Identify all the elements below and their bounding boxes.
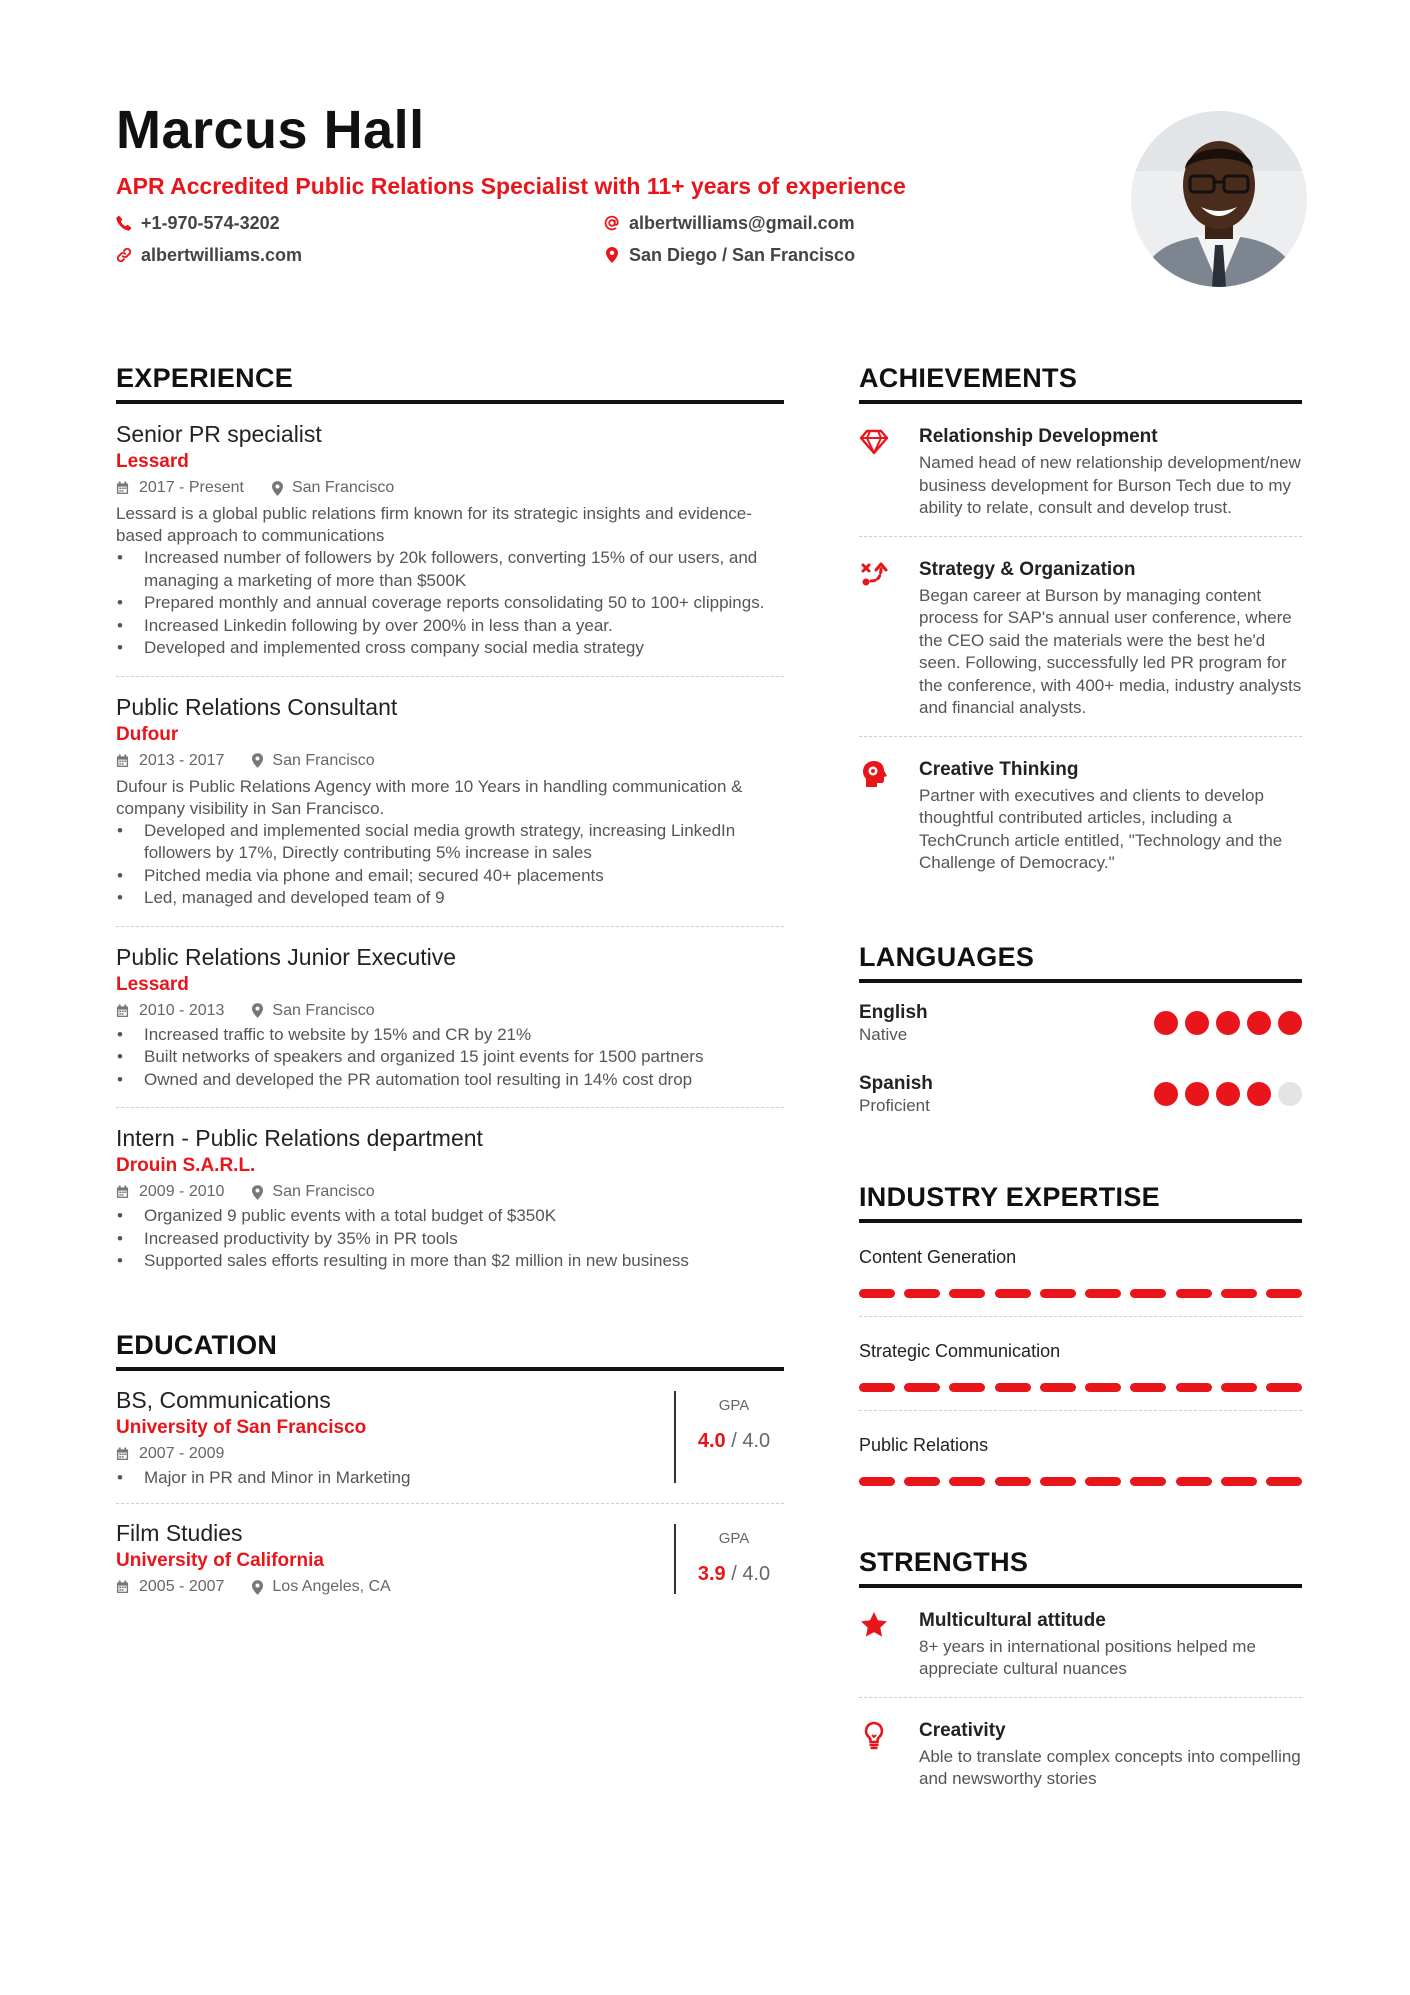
bullet-item: • Led, managed and developed team of 9 [116, 887, 784, 910]
experience-heading: EXPERIENCE [116, 362, 784, 404]
education-heading: EDUCATION [116, 1329, 784, 1371]
company-description: Dufour is Public Relations Agency with more 10 Years in handling communication & company visibility in San Francisco. [116, 776, 743, 818]
phone-icon [116, 215, 132, 231]
email-text: albertwilliams@gmail.com [629, 212, 855, 233]
link-icon [116, 247, 132, 263]
phone-contact[interactable] [116, 212, 604, 234]
head-brain-icon [859, 759, 889, 789]
bullet-item: • Organized 9 public events with a total budget of $350K [116, 1205, 784, 1228]
school-name: University of San Francisco [116, 1416, 367, 1438]
job-location: San Francisco [272, 1001, 375, 1019]
strategy-icon [859, 559, 889, 589]
bullet-item: • Increased Linkedin following by over 200% in less than a year. [116, 615, 784, 638]
diamond-icon [859, 426, 889, 456]
rating-dot [1185, 1011, 1209, 1035]
location-pin-icon [604, 247, 620, 263]
job-bullets [116, 820, 784, 910]
strength-description: 8+ years in international positions helped me appreciate cultural nuances [919, 1636, 1256, 1678]
job-title: Public Relations Consultant [116, 693, 398, 720]
language-level: Proficient [859, 1095, 930, 1115]
education-entry [116, 1504, 784, 1614]
achievement-title: Relationship Development [919, 426, 1158, 447]
bullet-item: • Supported sales efforts resulting in more than $2 million in new business [116, 1250, 784, 1273]
expertise-heading: INDUSTRY EXPERTISE [859, 1181, 1302, 1223]
resume-header [116, 100, 996, 266]
bullet-item: • Developed and implemented cross company social media strategy [116, 637, 784, 660]
location-pin-icon [252, 753, 263, 768]
achievements-heading: ACHIEVEMENTS [859, 362, 1302, 404]
rating-dot [1216, 1082, 1240, 1106]
expertise-bar [859, 1289, 1302, 1298]
location-pin-icon [252, 1185, 263, 1200]
location-contact [604, 244, 1004, 266]
rating-dot [1247, 1011, 1271, 1035]
bullet-item: • Owned and developed the PR automation tool resulting in 14% cost drop [116, 1069, 784, 1092]
calendar-icon [116, 1580, 129, 1594]
strength-title: Creativity [919, 1719, 1006, 1741]
bullet-item: • Major in PR and Minor in Marketing [116, 1467, 674, 1490]
achievement-title: Strategy & Organization [919, 558, 1136, 580]
rating-dot [1154, 1082, 1178, 1106]
company-name: Lessard [116, 973, 189, 995]
location-text: San Diego / San Francisco [629, 244, 856, 265]
rating-dot [1278, 1011, 1302, 1035]
achievement-item [859, 537, 1302, 737]
achievement-description: Began career at Burson by managing content process for SAP's annual user conference, where the CEO said the materials were the best he'd seen. Following, successfully led PR program for the conference, with 400+ media, industry analysts and financial analysts. [919, 585, 1302, 717]
calendar-icon [116, 481, 129, 495]
company-name: Drouin S.A.R.L. [116, 1155, 256, 1176]
calendar-icon [116, 1447, 129, 1461]
education-entry [116, 1371, 784, 1505]
candidate-name: Marcus Hall [116, 100, 425, 160]
profile-photo [1131, 111, 1307, 287]
location-pin-icon [252, 1003, 263, 1018]
job-entry [116, 1108, 784, 1289]
job-meta [116, 475, 784, 501]
job-dates: 2013 - 2017 [139, 751, 225, 769]
bullet-item: • Developed and implemented social media growth strategy, increasing LinkedIn followers by 17%, Directly contributing 5% increase in sales [116, 820, 784, 865]
bullet-item: • Pitched media via phone and email; secured 40+ placements [116, 865, 784, 888]
job-dates: 2009 - 2010 [139, 1183, 225, 1200]
gpa-box [674, 1391, 784, 1484]
job-entry [116, 927, 784, 1109]
language-level: Native [859, 1024, 908, 1044]
expertise-item [859, 1411, 1302, 1504]
rating-dot [1185, 1082, 1209, 1106]
lightbulb-icon [859, 1720, 889, 1750]
bullet-item: • Increased number of followers by 20k followers, converting 15% of our users, and managing a marketing of more than $500K [116, 547, 784, 592]
rating-dot [1247, 1082, 1271, 1106]
bullet-item: • Built networks of speakers and organized 15 joint events for 1500 partners [116, 1046, 784, 1069]
degree-title: Film Studies [116, 1520, 243, 1546]
achievement-description: Named head of new relationship development/new business development for Burson Tech due to my ability to relate, consult and develop trust. [919, 453, 1301, 517]
expertise-item [859, 1317, 1302, 1411]
expertise-name: Public Relations [859, 1434, 989, 1455]
job-bullets [116, 1205, 784, 1273]
strength-title: Multicultural attitude [919, 1609, 1106, 1631]
expertise-name: Content Generation [859, 1246, 1017, 1267]
strength-description: Able to translate complex concepts into compelling and newsworthy stories [919, 1746, 1301, 1788]
rating-dot [1154, 1011, 1178, 1035]
company-description: Lessard is a global public relations firm known for its strategic insights and evidence-based approach to communications [116, 504, 752, 545]
headline: APR Accredited Public Relations Specialist with 11+ years of experience [116, 173, 906, 199]
gpa-box [674, 1524, 784, 1594]
left-column [116, 362, 784, 1614]
education-location: Los Angeles, CA [272, 1578, 391, 1595]
company-name: Dufour [116, 723, 179, 745]
gpa-value: 3.9 / 4.0 [697, 1563, 771, 1585]
star-icon [859, 1610, 889, 1640]
languages-heading: LANGUAGES [859, 941, 1302, 983]
location-pin-icon [272, 481, 283, 496]
education-meta [116, 1574, 674, 1600]
education-dates: 2005 - 2007 [139, 1578, 225, 1595]
job-location: San Francisco [291, 479, 395, 496]
achievement-item [859, 404, 1302, 537]
strength-item [859, 1698, 1302, 1807]
rating-dot [1216, 1011, 1240, 1035]
job-dates: 2017 - Present [139, 479, 244, 496]
email-contact[interactable] [604, 212, 1004, 234]
expertise-bar [859, 1383, 1302, 1392]
job-meta [116, 998, 784, 1024]
strength-item [859, 1588, 1302, 1698]
job-title: Senior PR specialist [116, 421, 322, 447]
language-item [859, 1054, 1302, 1125]
achievement-item [859, 737, 1302, 891]
phone-text: +1-970-574-3202 [141, 212, 280, 233]
job-location: San Francisco [272, 751, 375, 769]
job-bullets [116, 547, 784, 660]
gpa-label: GPA [718, 1530, 750, 1547]
website-contact[interactable] [116, 244, 604, 266]
contact-info [116, 212, 996, 266]
rating-dot [1278, 1082, 1302, 1106]
job-dates: 2010 - 2013 [139, 1001, 225, 1019]
education-bullets [116, 1467, 674, 1490]
achievement-description: Partner with executives and clients to develop thoughtful contributed articles, including a TechCrunch article entitled, "Technology and the Challenge of Democracy." [919, 785, 1283, 872]
language-name: Spanish [859, 1072, 933, 1094]
job-meta [116, 748, 784, 774]
location-pin-icon [252, 1580, 263, 1595]
education-meta [116, 1441, 674, 1467]
company-name: Lessard [116, 451, 189, 472]
job-entry [116, 404, 784, 677]
job-bullets [116, 1024, 784, 1092]
job-entry [116, 677, 784, 927]
calendar-icon [116, 1185, 129, 1199]
website-text: albertwilliams.com [141, 244, 303, 265]
strengths-heading: STRENGTHS [859, 1546, 1302, 1588]
gpa-label: GPA [718, 1396, 750, 1414]
job-meta [116, 1179, 784, 1205]
language-rating [1147, 1082, 1302, 1106]
language-name: English [859, 1001, 928, 1023]
degree-title: BS, Communications [116, 1386, 331, 1413]
expertise-item [859, 1223, 1302, 1317]
at-icon [604, 215, 620, 231]
language-item [859, 983, 1302, 1054]
expertise-bar [859, 1477, 1302, 1486]
school-name: University of California [116, 1550, 324, 1571]
expertise-name: Strategic Communication [859, 1340, 1061, 1361]
job-title: Intern - Public Relations department [116, 1125, 483, 1151]
calendar-icon [116, 754, 129, 768]
job-title: Public Relations Junior Executive [116, 943, 457, 970]
bullet-item: • Increased productivity by 35% in PR tools [116, 1228, 784, 1251]
education-dates: 2007 - 2009 [139, 1444, 225, 1462]
bullet-item: • Prepared monthly and annual coverage reports consolidating 50 to 100+ clippings. [116, 592, 784, 615]
calendar-icon [116, 1004, 129, 1018]
bullet-item: • Increased traffic to website by 15% and CR by 21% [116, 1024, 784, 1047]
gpa-value: 4.0 / 4.0 [697, 1429, 771, 1452]
job-location: San Francisco [272, 1183, 375, 1200]
right-column [859, 362, 1302, 1807]
language-rating [1147, 1011, 1302, 1035]
achievement-title: Creative Thinking [919, 758, 1079, 780]
